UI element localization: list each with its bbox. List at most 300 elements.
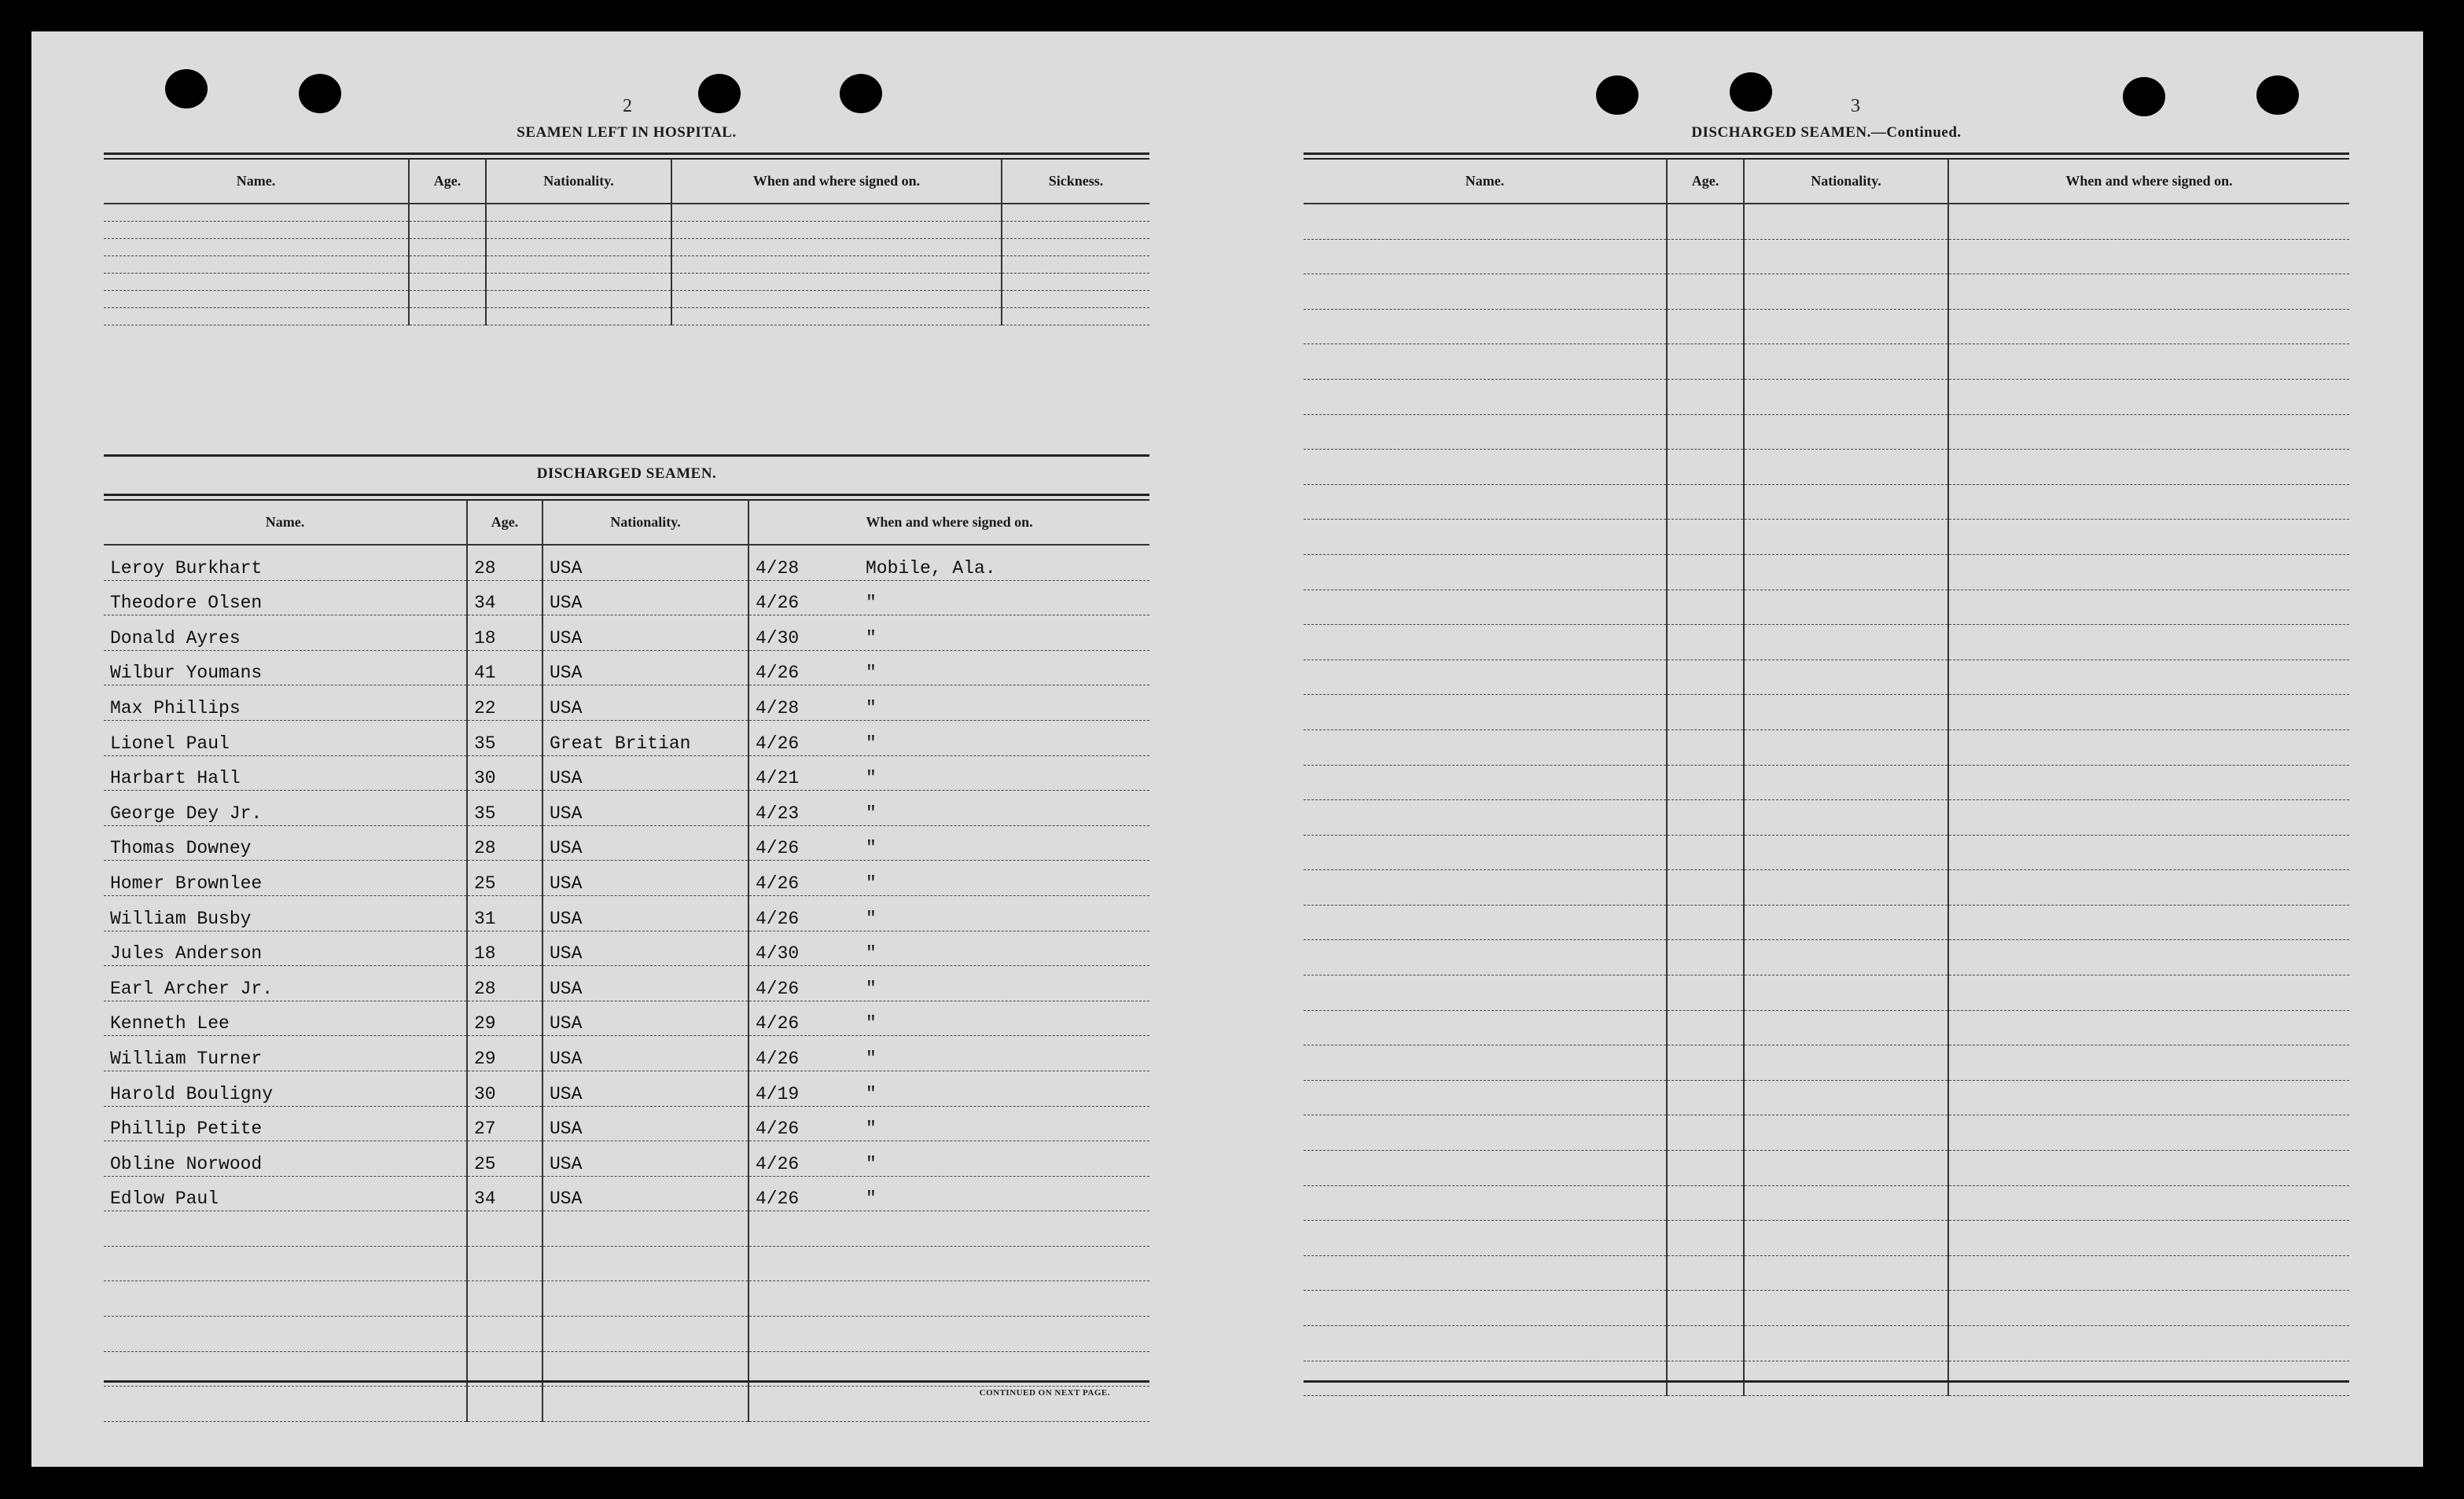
column-header-nationality: Nationality.	[542, 500, 748, 545]
table-row	[104, 204, 1149, 222]
signed-on-date: 4/26	[756, 1189, 800, 1210]
table-row	[104, 861, 1149, 896]
table-cell	[1948, 1221, 2349, 1256]
table-row	[1304, 870, 2349, 906]
table-row	[1304, 975, 2349, 1011]
table-cell	[1304, 1185, 1667, 1221]
table-cell	[1667, 1291, 1744, 1326]
table-cell	[1304, 520, 1667, 555]
table-cell	[467, 1211, 542, 1247]
table-cell	[1948, 870, 2349, 906]
table-cell	[1304, 659, 1667, 695]
table-cell	[1667, 450, 1744, 485]
seaman-name: Lionel Paul	[104, 720, 467, 755]
seaman-name: Jules Anderson	[104, 931, 467, 966]
table-cell	[1744, 835, 1948, 870]
signed-on-place: "	[866, 978, 877, 999]
table-cell	[409, 239, 486, 256]
table-cell	[1002, 256, 1149, 274]
table-cell	[1667, 590, 1744, 625]
seaman-signed-on	[748, 825, 1149, 861]
table-row	[1304, 1151, 2349, 1186]
table-cell	[1002, 222, 1149, 239]
seaman-age: 22	[467, 685, 542, 721]
table-cell	[1667, 1326, 1744, 1361]
seaman-nationality: USA	[542, 1176, 748, 1211]
table-cell	[748, 1281, 1149, 1317]
signed-on-place: "	[866, 697, 877, 718]
table-row	[104, 720, 1149, 755]
table-row	[104, 256, 1149, 274]
seaman-nationality: USA	[542, 615, 748, 651]
signed-on-date: 4/26	[756, 838, 800, 859]
table-cell	[1744, 940, 1948, 975]
table-row	[1304, 659, 2349, 695]
table-cell	[1948, 1255, 2349, 1291]
table-cell	[1948, 800, 2349, 836]
seaman-name: Earl Archer Jr.	[104, 966, 467, 1001]
table-row	[1304, 1361, 2349, 1396]
signed-on-date: 4/26	[756, 873, 800, 894]
table-cell	[1948, 835, 2349, 870]
table-cell	[748, 1211, 1149, 1247]
table-cell	[1744, 239, 1948, 274]
page-number: 2	[623, 96, 632, 116]
table-cell	[1304, 1151, 1667, 1186]
seaman-nationality: USA	[542, 755, 748, 791]
table-cell	[1948, 905, 2349, 940]
signed-on-place: "	[866, 1013, 877, 1034]
table-row	[1304, 590, 2349, 625]
table-cell	[1304, 309, 1667, 344]
table-cell	[409, 204, 486, 222]
table-cell	[1744, 450, 1948, 485]
table-cell	[1948, 344, 2349, 380]
column-header-name: Name.	[104, 500, 467, 545]
table-row	[1304, 239, 2349, 274]
seaman-signed-on	[748, 895, 1149, 931]
table-cell	[1948, 520, 2349, 555]
table-cell	[1948, 659, 2349, 695]
table-cell	[1304, 450, 1667, 485]
seaman-signed-on	[748, 580, 1149, 615]
table-row	[1304, 204, 2349, 239]
table-cell	[1304, 940, 1667, 975]
seaman-signed-on	[748, 650, 1149, 685]
table-row	[104, 755, 1149, 791]
table-cell	[1744, 414, 1948, 450]
signed-on-date: 4/26	[756, 1013, 800, 1034]
seaman-age: 28	[467, 966, 542, 1001]
table-cell	[1304, 554, 1667, 590]
table-cell	[1744, 1326, 1948, 1361]
table-cell	[1002, 308, 1149, 325]
table-cell	[1304, 800, 1667, 836]
table-cell	[486, 308, 671, 325]
signed-on-place: "	[866, 1048, 877, 1069]
table-row	[104, 825, 1149, 861]
table-cell	[1304, 1221, 1667, 1256]
table-cell	[1744, 1291, 1948, 1326]
table-cell	[542, 1387, 748, 1422]
table-row	[1304, 1045, 2349, 1081]
table-cell	[671, 291, 1002, 308]
table-row	[104, 1036, 1149, 1071]
table-cell	[671, 204, 1002, 222]
table-cell	[104, 239, 409, 256]
table-bottom-rule	[1304, 1380, 2349, 1383]
discharged-section-title: DISCHARGED SEAMEN.	[536, 465, 717, 482]
table-cell	[104, 222, 409, 239]
table-cell	[1744, 554, 1948, 590]
seaman-nationality: USA	[542, 895, 748, 931]
seaman-age: 28	[467, 825, 542, 861]
seaman-age: 28	[467, 545, 542, 580]
continued-section-title: DISCHARGED SEAMEN.—Continued.	[1691, 124, 1962, 141]
table-cell	[1667, 1255, 1744, 1291]
table-cell	[1744, 484, 1948, 520]
seaman-age: 35	[467, 720, 542, 755]
left-page	[104, 31, 1149, 1467]
seaman-name: William Turner	[104, 1036, 467, 1071]
table-row	[104, 222, 1149, 239]
table-cell	[1304, 905, 1667, 940]
table-cell	[1744, 1010, 1948, 1045]
table-cell	[1304, 975, 1667, 1011]
table-row	[1304, 1221, 2349, 1256]
table-row	[104, 1317, 1149, 1352]
table-row	[1304, 940, 2349, 975]
table-cell	[1744, 204, 1948, 239]
column-header-name: Name.	[104, 159, 409, 204]
seaman-age: 30	[467, 755, 542, 791]
table-cell	[1948, 554, 2349, 590]
table-cell	[409, 274, 486, 291]
table-cell	[1744, 309, 1948, 344]
signed-on-place: "	[866, 803, 877, 824]
column-header-age: Age.	[467, 500, 542, 545]
table-row	[104, 895, 1149, 931]
table-cell	[1667, 1080, 1744, 1115]
table-cell	[1667, 800, 1744, 836]
table-cell	[1304, 484, 1667, 520]
table-cell	[1744, 1045, 1948, 1081]
signed-on-date: 4/26	[756, 1119, 800, 1140]
signed-on-place: "	[866, 873, 877, 894]
table-row	[1304, 520, 2349, 555]
hospital-section-title: SEAMEN LEFT IN HOSPITAL.	[517, 124, 737, 141]
table-cell	[1667, 379, 1744, 414]
table-cell	[104, 291, 409, 308]
seaman-age: 25	[467, 1141, 542, 1177]
table-row	[1304, 309, 2349, 344]
table-cell	[1667, 484, 1744, 520]
signed-on-place: Mobile, Ala.	[866, 557, 996, 579]
signed-on-place: "	[866, 663, 877, 684]
table-row	[1304, 344, 2349, 380]
seaman-name: Obline Norwood	[104, 1141, 467, 1177]
seaman-name: Leroy Burkhart	[104, 545, 467, 580]
signed-on-date: 4/26	[756, 978, 800, 999]
seaman-signed-on	[748, 1001, 1149, 1036]
table-cell	[1667, 1045, 1744, 1081]
table-row	[104, 1246, 1149, 1281]
table-cell	[104, 256, 409, 274]
table-cell	[1948, 274, 2349, 310]
table-cell	[1744, 1185, 1948, 1221]
table-cell	[467, 1281, 542, 1317]
seaman-name: Harold Bouligny	[104, 1071, 467, 1106]
table-cell	[1948, 1326, 2349, 1361]
section-rule	[104, 454, 1149, 457]
table-cell	[467, 1246, 542, 1281]
table-cell	[1667, 835, 1744, 870]
seaman-signed-on	[748, 1071, 1149, 1106]
table-cell	[748, 1246, 1149, 1281]
table-cell	[104, 204, 409, 222]
signed-on-place: "	[866, 1119, 877, 1140]
table-row	[104, 1176, 1149, 1211]
table-cell	[409, 222, 486, 239]
seaman-name: William Busby	[104, 895, 467, 931]
table-cell	[1667, 274, 1744, 310]
seaman-signed-on	[748, 966, 1149, 1001]
table-cell	[1744, 1151, 1948, 1186]
seaman-age: 31	[467, 895, 542, 931]
table-cell	[1304, 1080, 1667, 1115]
discharged-table	[104, 500, 1149, 1422]
page-number: 3	[1851, 96, 1860, 116]
signed-on-date: 4/23	[756, 803, 800, 824]
seaman-signed-on	[748, 685, 1149, 721]
signed-on-date: 4/28	[756, 697, 800, 718]
table-cell	[1304, 379, 1667, 414]
table-cell	[1948, 450, 2349, 485]
table-row	[104, 685, 1149, 721]
table-cell	[1744, 1255, 1948, 1291]
table-row	[1304, 765, 2349, 800]
signed-on-place: "	[866, 593, 877, 614]
table-cell	[1667, 729, 1744, 765]
table-cell	[1304, 344, 1667, 380]
table-cell	[1744, 695, 1948, 730]
table-cell	[1002, 291, 1149, 308]
signed-on-date: 4/28	[756, 557, 800, 579]
table-cell	[1948, 1291, 2349, 1326]
table-cell	[1948, 695, 2349, 730]
table-cell	[1304, 729, 1667, 765]
signed-on-place: "	[866, 768, 877, 789]
hospital-table	[104, 159, 1149, 325]
signed-on-date: 4/26	[756, 593, 800, 614]
table-cell	[1948, 484, 2349, 520]
table-cell	[486, 274, 671, 291]
table-cell	[104, 1317, 467, 1352]
seaman-nationality: USA	[542, 1141, 748, 1177]
table-cell	[1667, 695, 1744, 730]
document-sheet	[31, 31, 2423, 1467]
table-cell	[1744, 870, 1948, 906]
table-cell	[1948, 1361, 2349, 1396]
seaman-nationality: USA	[542, 1036, 748, 1071]
table-cell	[1304, 1115, 1667, 1151]
table-row	[1304, 484, 2349, 520]
table-cell	[1304, 765, 1667, 800]
signed-on-place: "	[866, 838, 877, 859]
table-row	[104, 308, 1149, 325]
table-cell	[1744, 1221, 1948, 1256]
table-cell	[1667, 204, 1744, 239]
table-row	[1304, 554, 2349, 590]
seaman-nationality: USA	[542, 1106, 748, 1141]
table-cell	[1948, 765, 2349, 800]
table-cell	[1948, 379, 2349, 414]
table-cell	[1948, 1151, 2349, 1186]
table-cell	[1948, 940, 2349, 975]
table-cell	[1744, 344, 1948, 380]
continued-note: CONTINUED ON NEXT PAGE.	[979, 1388, 1110, 1398]
right-page	[1304, 31, 2349, 1467]
table-cell	[486, 291, 671, 308]
table-cell	[1667, 1361, 1744, 1396]
table-row	[104, 931, 1149, 966]
table-row	[104, 1071, 1149, 1106]
seaman-signed-on	[748, 1036, 1149, 1071]
table-cell	[1667, 414, 1744, 450]
table-cell	[486, 239, 671, 256]
table-row	[104, 615, 1149, 651]
table-cell	[1744, 520, 1948, 555]
table-row	[104, 1211, 1149, 1247]
table-cell	[542, 1281, 748, 1317]
table-cell	[1667, 1151, 1744, 1186]
seaman-signed-on	[748, 931, 1149, 966]
column-header-sickness: Sickness.	[1002, 159, 1149, 204]
seaman-name: Max Phillips	[104, 685, 467, 721]
table-cell	[1667, 1115, 1744, 1151]
table-cell	[542, 1211, 748, 1247]
table-cell	[1304, 1291, 1667, 1326]
seaman-nationality: USA	[542, 650, 748, 685]
table-cell	[409, 256, 486, 274]
seaman-signed-on	[748, 1106, 1149, 1141]
column-header-signed-on: When and where signed on.	[1948, 159, 2349, 204]
table-cell	[409, 291, 486, 308]
seaman-age: 29	[467, 1001, 542, 1036]
table-cell	[671, 274, 1002, 291]
table-cell	[467, 1317, 542, 1352]
table-cell	[486, 222, 671, 239]
table-cell	[1667, 1185, 1744, 1221]
signed-on-place: "	[866, 1153, 877, 1174]
seaman-nationality: USA	[542, 545, 748, 580]
signed-on-date: 4/26	[756, 908, 800, 929]
table-row	[1304, 800, 2349, 836]
table-cell	[1304, 1326, 1667, 1361]
table-row	[104, 966, 1149, 1001]
table-row	[104, 1281, 1149, 1317]
signed-on-date: 4/26	[756, 1153, 800, 1174]
table-cell	[1948, 729, 2349, 765]
seaman-age: 27	[467, 1106, 542, 1141]
table-row	[1304, 379, 2349, 414]
signed-on-date: 4/30	[756, 943, 800, 964]
table-cell	[1948, 1185, 2349, 1221]
table-cell	[1304, 835, 1667, 870]
table-row	[1304, 695, 2349, 730]
table-cell	[1667, 765, 1744, 800]
table-cell	[1744, 274, 1948, 310]
seaman-age: 34	[467, 580, 542, 615]
table-row	[104, 650, 1149, 685]
table-cell	[1948, 625, 2349, 660]
seaman-age: 34	[467, 1176, 542, 1211]
table-cell	[1667, 1010, 1744, 1045]
table-cell	[1304, 1045, 1667, 1081]
signed-on-place: "	[866, 943, 877, 964]
table-cell	[1304, 625, 1667, 660]
table-cell	[1002, 204, 1149, 222]
table-cell	[104, 274, 409, 291]
signed-on-place: "	[866, 1189, 877, 1210]
seaman-signed-on	[748, 791, 1149, 826]
table-row	[104, 580, 1149, 615]
table-cell	[1948, 239, 2349, 274]
table-cell	[1948, 1010, 2349, 1045]
table-cell	[104, 1246, 467, 1281]
table-row	[104, 791, 1149, 826]
seaman-name: Phillip Petite	[104, 1106, 467, 1141]
table-row	[104, 1001, 1149, 1036]
table-cell	[1304, 1255, 1667, 1291]
table-cell	[1667, 975, 1744, 1011]
table-cell	[1948, 590, 2349, 625]
table-cell	[1304, 414, 1667, 450]
seaman-name: Harbart Hall	[104, 755, 467, 791]
table-row	[1304, 1326, 2349, 1361]
table-cell	[1002, 239, 1149, 256]
table-cell	[1744, 590, 1948, 625]
seaman-age: 25	[467, 861, 542, 896]
table-row	[1304, 1185, 2349, 1221]
table-cell	[104, 1211, 467, 1247]
column-header-signed-on: When and where signed on.	[671, 159, 1002, 204]
seaman-signed-on	[748, 615, 1149, 651]
table-cell	[1667, 625, 1744, 660]
seaman-signed-on	[748, 755, 1149, 791]
table-cell	[1667, 905, 1744, 940]
seaman-signed-on	[748, 720, 1149, 755]
seaman-nationality: USA	[542, 580, 748, 615]
table-cell	[1948, 309, 2349, 344]
table-row	[1304, 729, 2349, 765]
column-header-name: Name.	[1304, 159, 1667, 204]
table-row	[1304, 1115, 2349, 1151]
table-cell	[1304, 1361, 1667, 1396]
column-header-age: Age.	[409, 159, 486, 204]
table-cell	[1304, 695, 1667, 730]
table-row	[1304, 450, 2349, 485]
column-header-signed-on: When and where signed on.	[748, 500, 1149, 545]
table-cell	[104, 1281, 467, 1317]
signed-on-date: 4/21	[756, 768, 800, 789]
seaman-signed-on	[748, 1141, 1149, 1177]
table-cell	[1744, 765, 1948, 800]
table-row	[1304, 835, 2349, 870]
seaman-nationality: Great Britian	[542, 720, 748, 755]
seaman-nationality: USA	[542, 685, 748, 721]
table-row	[104, 239, 1149, 256]
